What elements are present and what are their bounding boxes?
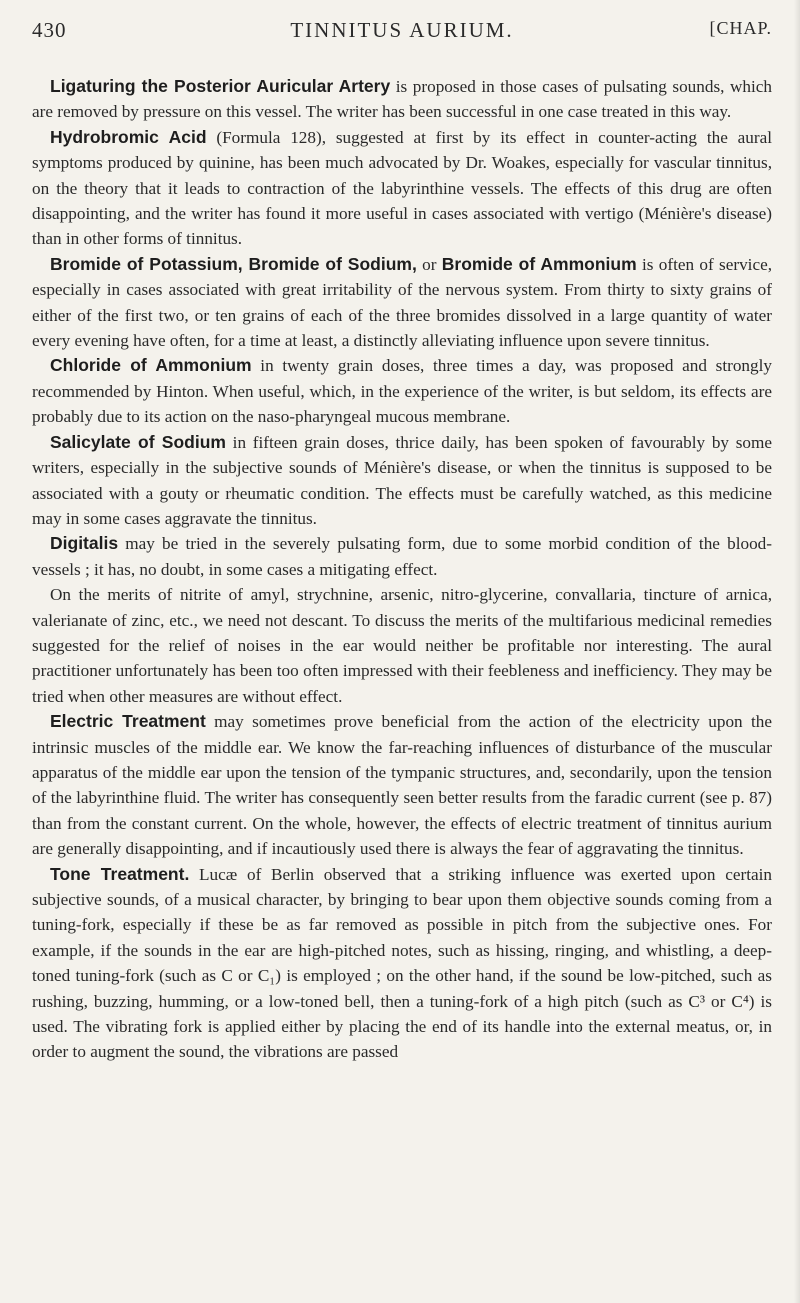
- section-heading: Bromide of Potassium, Bromide of Sodium,: [50, 253, 417, 274]
- section-heading: Salicylate of Sodium: [50, 431, 226, 452]
- paragraph-digitalis: [32, 531, 772, 582]
- paragraph-text: On the merits of nitrite of amyl, strychnine, arsenic, nitro-glycerine, convallaria, tincture of arnica, valerianate of zinc, etc., we need not descant. To discuss the merits of the multifarious medicinal remedies suggested for the relief of noises in the ear would neither be profitable nor interesting. The aural practitioner unfortunately has been too often impressed with their feebleness and inefficiency. They may be tried when other measures are without effect.: [32, 585, 772, 706]
- paragraph-other-remedies: [32, 582, 772, 709]
- section-heading: Electric Treatment: [50, 711, 206, 732]
- paragraph-salicylate: [32, 430, 772, 532]
- section-heading: Digitalis: [50, 533, 119, 554]
- paragraph-text: Lucæ of Berlin observed that a striking influence was exerted upon certain subjective sounds, of a musical character, by bringing to bear upon them objective sounds coming from a tuning-fork, especially if these be as far removed as possible in pitch from the subjective ones. For example, if the sounds in the ear are high-pitched notes, such as hissing, ringing, and whistling, a deep-toned tuning-fork (such as C or C₁) is employed ; on the other hand, if the sound be low-pitched, such as rushing, buzzing, humming, or a low-toned bell, then a tuning-fork of a high pitch (such as C³ or C⁴) is used. The vibrating fork is applied either by placing the end of its handle into the external meatus, or, in order to augment the sound, the vibrations are passed: [32, 864, 772, 1062]
- chapter-tag: [CHAP.: [709, 18, 772, 38]
- section-heading-secondary: Bromide of Ammonium: [441, 253, 637, 274]
- paragraph-tone: [32, 862, 772, 1065]
- page-edge-shadow: [794, 0, 800, 1303]
- paragraph-bromides: [32, 252, 772, 354]
- paragraph-hydrobromic: [32, 125, 772, 252]
- page-body: [32, 74, 772, 1065]
- paragraph-text: in fifteen grain doses, thrice daily, has been spoken of favourably by some writers, especially in the subjective sounds of Ménière's disease, or when the tinnitus is supposed to be associated with a gouty or rheumatic condition. The effects must be carefully watched, as this medicine may in some cases aggravate the tinnitus.: [32, 432, 773, 528]
- paragraph-text: in twenty grain doses, three times a day, was proposed and strongly recommended by Hinton. When useful, which, in the experience of the writer, is but seldom, its effects are probably due to its action on the naso-pharyngeal mucous membrane.: [32, 356, 772, 427]
- paragraph-text: is often of service, especially in cases associated with great irritability of the nervous system. From thirty to sixty grains of either of the first two, or ten grains of each of the three bromides dissolved in a large quantity of water every evening have often, for a time at least, a distinctly alleviating influence upon severe tinnitus.: [32, 254, 772, 351]
- paragraph-text: is proposed in those cases of pulsating sounds, which are removed by pressure on this vessel. The writer has been successful in one case treated in this way.: [32, 77, 772, 122]
- paragraph-chloride: [32, 353, 772, 429]
- section-heading: Hydrobromic Acid: [50, 126, 207, 147]
- section-heading: Chloride of Ammonium: [50, 355, 252, 376]
- paragraph-ligaturing: [32, 74, 772, 125]
- paragraph-text: (Formula 128), suggested at first by its effect in counter-acting the aural symptoms produced by quinine, has been much advocated by Dr. Woakes, especially for vascular tinnitus, on the theory that it leads to contraction of the labyrinthine vessels. The effects of this drug are often disappointing, and the writer has found it more useful in cases associated with vertigo (Ménière's disease) than in other forms of tinnitus.: [32, 127, 772, 249]
- running-header: [32, 10, 772, 54]
- paragraph-text: may sometimes prove beneficial from the action of the electricity upon the intrinsic muscles of the middle ear. We know the far-reaching influences of disturbance of the muscular apparatus of the middle ear upon the tension of the tympanic structures, and, secondarily, upon the tension of the labyrinthine fluid. The writer has consequently seen better results from the faradic current (see p. 87) than from the constant current. On the whole, however, the effects of electric treatment of tinnitus aurium are generally disappointing, and if incautiously used there is always the fear of aggravating the tinnitus.: [32, 712, 773, 859]
- paragraph-text: may be tried in the severely pulsating form, due to some morbid condition of the blood-vessels ; it has, no doubt, in some cases a mitigating effect.: [32, 534, 772, 579]
- page-number: 430: [32, 18, 67, 42]
- paragraph-text: or: [416, 254, 442, 274]
- section-heading: Ligaturing the Posterior Auricular Artery: [50, 76, 391, 96]
- running-title: TINNITUS AURIUM.: [290, 18, 514, 42]
- section-heading: Tone Treatment.: [50, 863, 190, 884]
- paragraph-electric: [32, 709, 772, 861]
